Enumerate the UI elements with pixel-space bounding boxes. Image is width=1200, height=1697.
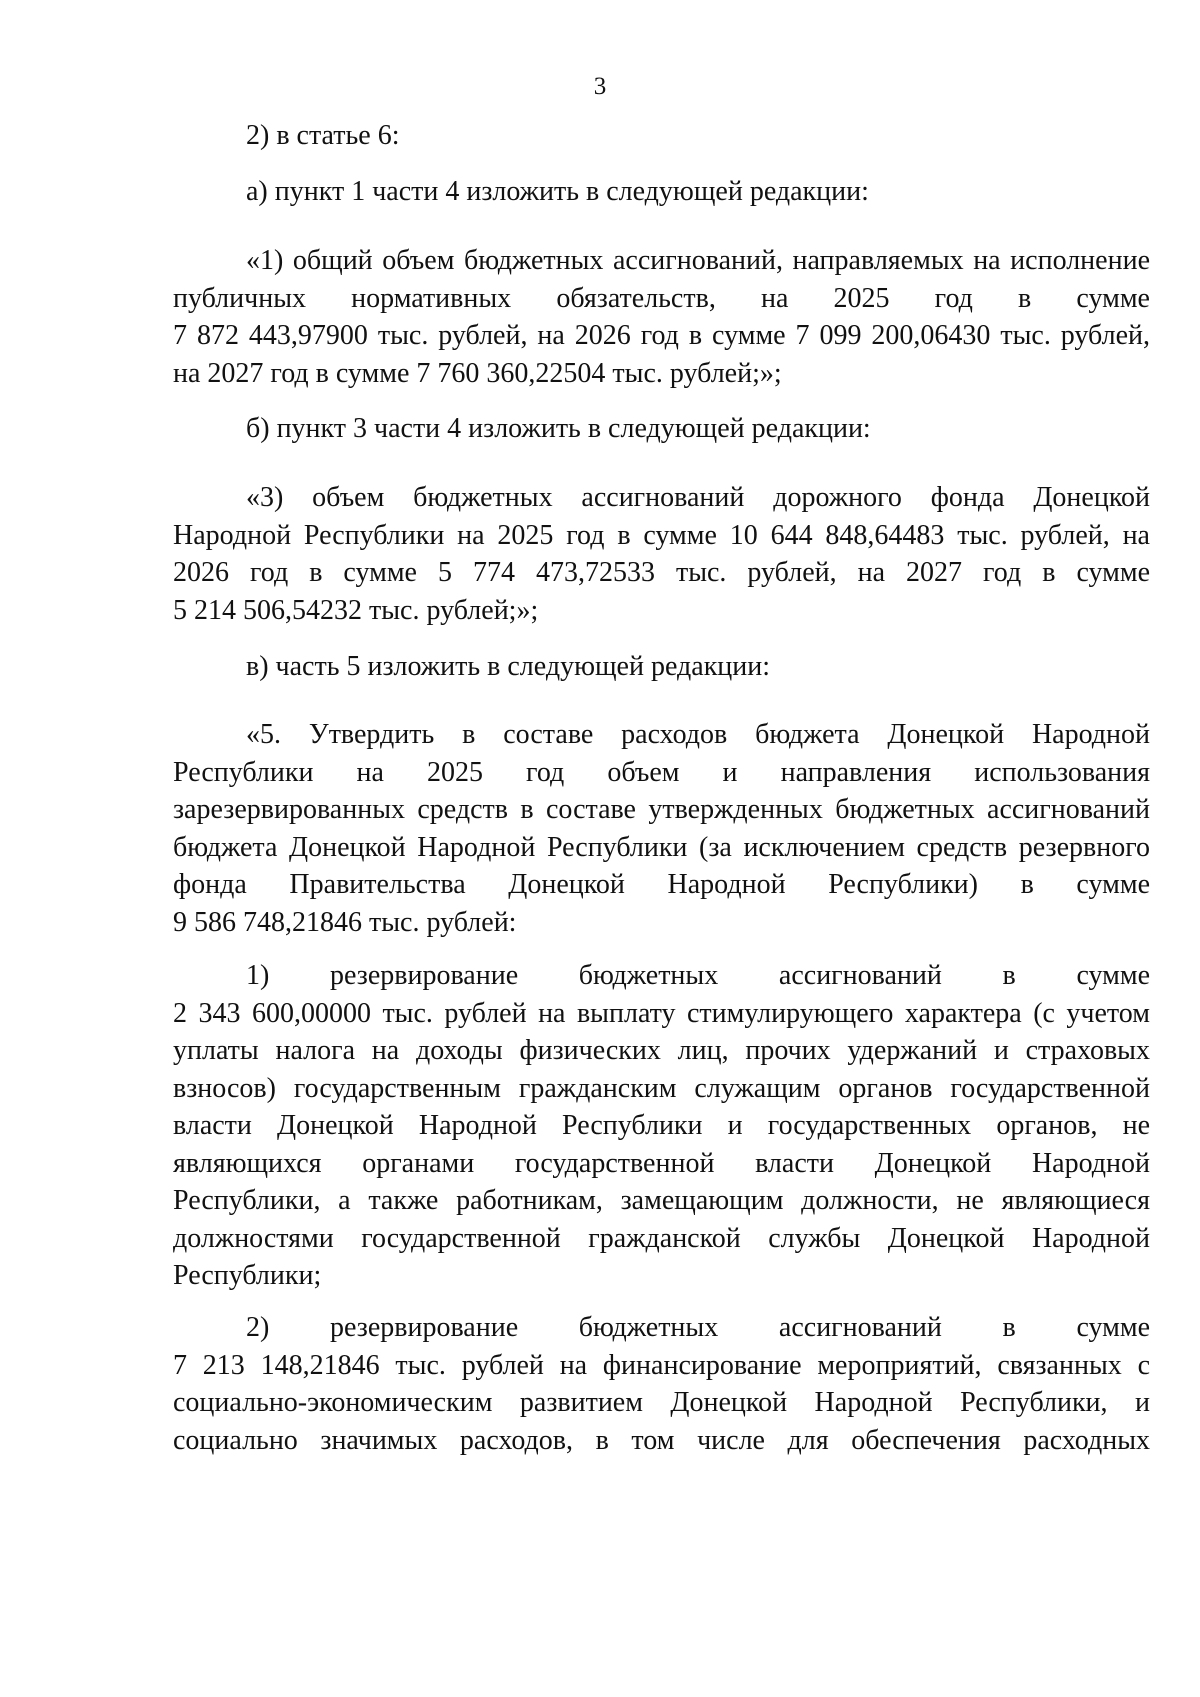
text-line: 2026 год в сумме 5 774 473,72533 тыс. рублей, на 2027 год в сумме	[173, 557, 1150, 588]
text-line: «5. Утвердить в составе расходов бюджета Донецкой Народной	[246, 719, 1150, 750]
text-line: власти Донецкой Народной Республики и государственных органов, не	[173, 1110, 1150, 1141]
text-line: 7 872 443,97900 тыс. рублей, на 2026 год в сумме 7 099 200,06430 тыс. рублей,	[173, 320, 1150, 351]
text-line: на 2027 год в сумме 7 760 360,22504 тыс. рублей;»;	[173, 357, 782, 389]
paragraph-part-5	[173, 716, 1150, 941]
text-line: «1) общий объем бюджетных ассигнований, направляемых на исполнение	[246, 245, 1150, 276]
text-line: должностями государственной гражданской службы Донецкой Народной	[173, 1222, 1150, 1254]
text-line: публичных нормативных обязательств, на 2025 год в сумме	[173, 282, 1150, 314]
text-line: 2) резервирование бюджетных ассигнований в сумме	[246, 1312, 1150, 1343]
text-line: социально-экономическим развитием Донецкой Народной Республики, и	[173, 1387, 1150, 1418]
text-line: а) пункт 1 части 4 изложить в следующей редакции:	[246, 176, 869, 207]
paragraph-item-a	[173, 173, 1150, 211]
paragraph-subitem-2	[173, 1309, 1150, 1459]
text-line: являющихся органами государственной власти Донецкой Народной	[173, 1147, 1150, 1179]
text-line: «3) объем бюджетных ассигнований дорожного фонда Донецкой	[246, 482, 1150, 513]
text-line: 2) в статье 6:	[246, 120, 400, 151]
paragraph-item-v	[173, 648, 1150, 686]
page-number: 3	[593, 73, 607, 100]
text-line: 1) резервирование бюджетных ассигнований в сумме	[246, 960, 1150, 991]
paragraph-item-b	[173, 410, 1150, 448]
text-line: Республики на 2025 год объем и направления использования	[173, 756, 1150, 788]
text-line: социально значимых расходов, в том числе для обеспечения расходных	[173, 1424, 1150, 1456]
paragraph-point-3	[173, 479, 1150, 629]
text-line: зарезервированных средств в составе утвержденных бюджетных ассигнований	[173, 794, 1150, 825]
paragraph-point-1	[173, 242, 1150, 392]
text-line: 5 214 506,54232 тыс. рублей;»;	[173, 594, 539, 626]
text-line: Народной Республики на 2025 год в сумме 10 644 848,64483 тыс. рублей, на	[173, 519, 1150, 551]
text-line: бюджета Донецкой Народной Республики (за исключением средств резервного	[173, 831, 1150, 863]
text-line: б) пункт 3 части 4 изложить в следующей редакции:	[246, 413, 871, 444]
text-line: 9 586 748,21846 тыс. рублей:	[173, 906, 517, 938]
text-line: взносов) государственным гражданским служащим органов государственной	[173, 1072, 1150, 1104]
text-line: в) часть 5 изложить в следующей редакции:	[246, 651, 771, 682]
text-line: фонда Правительства Донецкой Народной Республики) в сумме	[173, 869, 1150, 900]
text-line: уплаты налога на доходы физических лиц, прочих удержаний и страховых	[173, 1035, 1150, 1066]
text-line: Республики, а также работникам, замещающим должности, не являющиеся	[173, 1185, 1150, 1216]
paragraph-article-6	[173, 117, 1150, 155]
text-line: Республики;	[173, 1260, 322, 1291]
paragraph-subitem-1	[173, 957, 1150, 1295]
text-line: 7 213 148,21846 тыс. рублей на финансирование мероприятий, связанных с	[173, 1349, 1150, 1381]
text-line: 2 343 600,00000 тыс. рублей на выплату стимулирующего характера (с учетом	[173, 997, 1150, 1029]
